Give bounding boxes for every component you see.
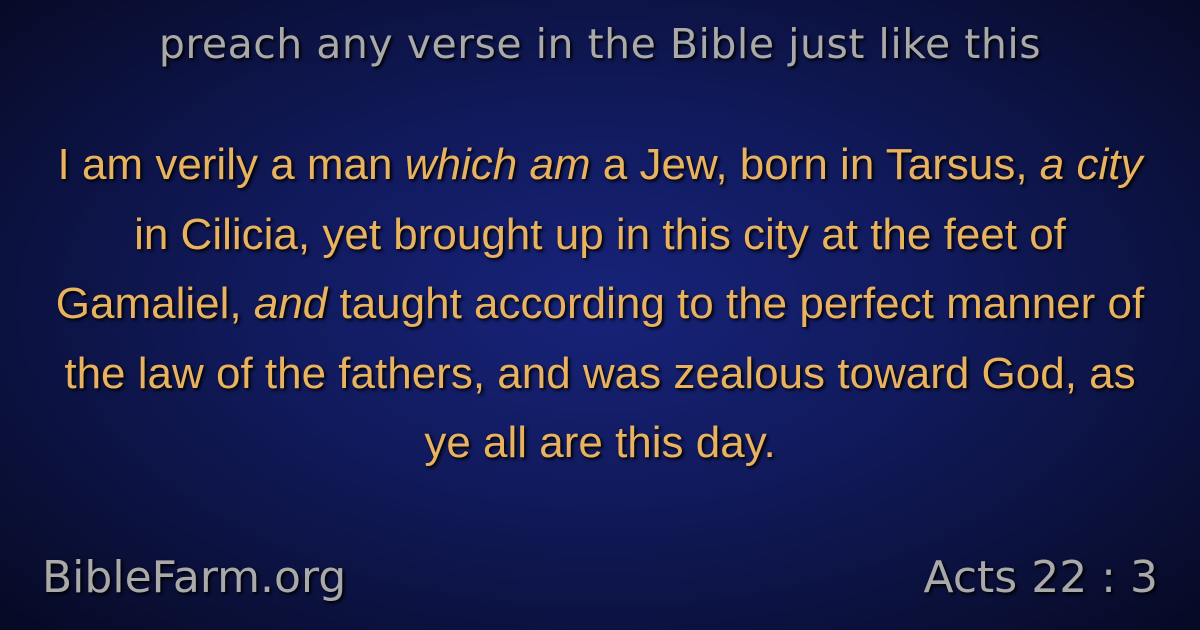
verse-segment: a Jew, born in Tarsus,: [590, 140, 1040, 189]
verse-italic-segment: which am: [404, 140, 591, 189]
verse-italic-segment: and: [253, 279, 328, 328]
verse-italic-segment: a city: [1039, 140, 1143, 189]
verse-segment: taught according to the perfect manner of the law of the fathers, and was zealous toward God, as ye all are this day.: [64, 279, 1145, 467]
site-name: BibleFarm.org: [42, 552, 347, 603]
verse-segment: I am verily a man: [57, 140, 405, 189]
tagline: preach any verse in the Bible just like this: [158, 20, 1042, 68]
verse-text: [48, 130, 1152, 478]
verse-segment: in Cilicia, yet brought up in this city at the feet of Gamaliel,: [55, 209, 1066, 328]
verse-reference: Acts 22 : 3: [923, 552, 1158, 603]
